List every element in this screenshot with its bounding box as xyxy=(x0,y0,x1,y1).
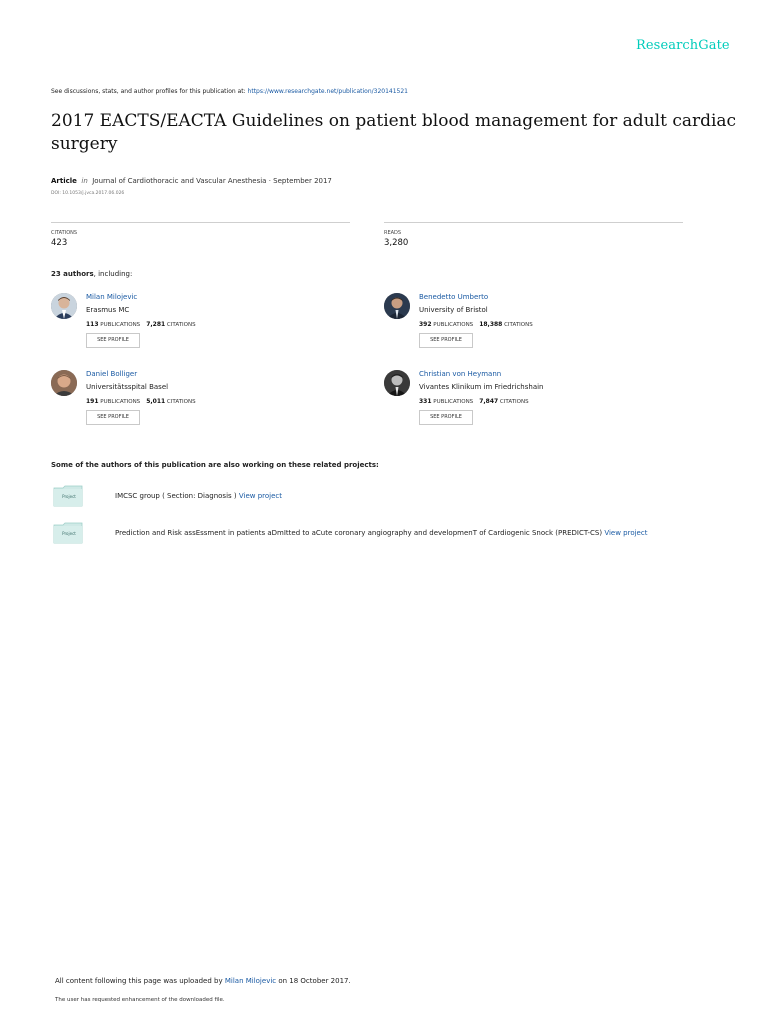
projects-heading-text: Some of the authors of this publication are also working on these related projects: xyxy=(51,461,379,469)
author-institution: University of Bristol xyxy=(419,306,488,314)
publication-meta xyxy=(51,177,332,185)
publications-count: 392 xyxy=(419,321,432,328)
publication-url-link[interactable]: https://www.researchgate.net/publication/320141521 xyxy=(247,88,408,95)
project-description xyxy=(115,492,282,500)
author-stats xyxy=(86,321,196,328)
author-stats xyxy=(419,398,529,405)
authors-heading xyxy=(51,270,132,278)
author-card xyxy=(384,370,684,434)
footer-note: The user has requested enhancement of the downloaded file. xyxy=(55,997,225,1003)
see-profile-button[interactable]: SEE PROFILE xyxy=(86,410,140,425)
citations-count: 18,388 xyxy=(479,321,503,328)
author-card xyxy=(384,293,684,357)
publications-count: 113 xyxy=(86,321,99,328)
project-badge: Project xyxy=(62,494,76,499)
doi: DOI: 10.1053/j.jvca.2017.06.026 xyxy=(51,191,125,196)
see-profile-button[interactable]: SEE PROFILE xyxy=(86,333,140,348)
journal-name[interactable]: Journal of Cardiothoracic and Vascular Anesthesia · September 2017 xyxy=(92,177,332,185)
researchgate-logo[interactable]: ResearchGate xyxy=(636,38,730,53)
citations-value: 423 xyxy=(51,238,68,248)
author-institution: Universitätsspital Basel xyxy=(86,383,169,391)
author-name-link[interactable]: Christian von Heymann xyxy=(419,370,502,378)
authors-count: 23 authors xyxy=(51,270,94,278)
publications-label: PUBLICATIONS xyxy=(433,322,474,328)
author-card xyxy=(51,293,351,357)
project-description xyxy=(115,529,647,537)
project-title: Prediction and Risk assEssment in patients aDmItted to aCute coronary angiography and developmenT of Cardiogenic Snock (PREDICT-CS) xyxy=(115,529,605,537)
author-avatar[interactable] xyxy=(384,370,410,396)
citations-stat xyxy=(51,222,350,248)
publications-label: PUBLICATIONS xyxy=(433,399,474,405)
citations-label: CITATIONS xyxy=(166,399,196,405)
project-folder-icon xyxy=(53,522,83,544)
authors-suffix: , including: xyxy=(93,270,133,278)
author-stats xyxy=(419,321,533,328)
author-avatar[interactable] xyxy=(51,370,77,396)
upload-suffix: on 18 October 2017. xyxy=(276,977,351,985)
citations-count: 7,847 xyxy=(479,398,499,405)
see-profile-button[interactable]: SEE PROFILE xyxy=(419,410,473,425)
author-card xyxy=(51,370,351,434)
citations-label: CITATIONS xyxy=(51,230,78,236)
author-name-link[interactable]: Daniel Bolliger xyxy=(86,370,138,378)
publication-type: Article xyxy=(51,177,77,185)
citations-label: CITATIONS xyxy=(504,322,533,328)
in-word: in xyxy=(81,177,88,185)
reads-stat xyxy=(384,222,683,248)
author-avatar[interactable] xyxy=(384,293,410,319)
view-project-link[interactable]: View project xyxy=(238,492,282,500)
publication-title: 2017 EACTS/EACTA Guidelines on patient blood management for adult cardiac surgery xyxy=(51,111,737,154)
publications-label: PUBLICATIONS xyxy=(100,399,141,405)
upload-prefix: All content following this page was uploaded by xyxy=(55,977,225,985)
citations-count: 5,011 xyxy=(146,398,166,405)
publications-count: 331 xyxy=(419,398,432,405)
author-institution: Erasmus MC xyxy=(86,306,130,314)
uploader-link[interactable]: Milan Milojevic xyxy=(224,977,277,985)
author-name-link[interactable]: Benedetto Umberto xyxy=(419,293,489,301)
project-folder-icon xyxy=(53,485,83,507)
author-institution: Vivantes Klinikum im Friedrichshain xyxy=(419,383,544,391)
citations-label: CITATIONS xyxy=(166,322,196,328)
project-row xyxy=(51,485,731,509)
reads-label: READS xyxy=(384,230,402,236)
citations-count: 7,281 xyxy=(146,321,166,328)
citations-label: CITATIONS xyxy=(499,399,529,405)
discussion-line xyxy=(51,88,408,95)
author-stats xyxy=(86,398,196,405)
project-row xyxy=(51,522,731,546)
view-project-link[interactable]: View project xyxy=(604,529,648,537)
discussion-prefix: See discussions, stats, and author profiles for this publication at: xyxy=(51,88,248,95)
reads-value: 3,280 xyxy=(384,238,409,248)
see-profile-button[interactable]: SEE PROFILE xyxy=(419,333,473,348)
author-name-link[interactable]: Milan Milojevic xyxy=(86,293,138,301)
project-badge: Project xyxy=(62,531,76,536)
footer-upload-line xyxy=(55,977,351,985)
project-title: IMCSC group ( Section: Diagnosis ) xyxy=(115,492,239,500)
projects-heading xyxy=(51,461,379,469)
publications-count: 191 xyxy=(86,398,99,405)
publications-label: PUBLICATIONS xyxy=(100,322,141,328)
author-avatar[interactable] xyxy=(51,293,77,319)
